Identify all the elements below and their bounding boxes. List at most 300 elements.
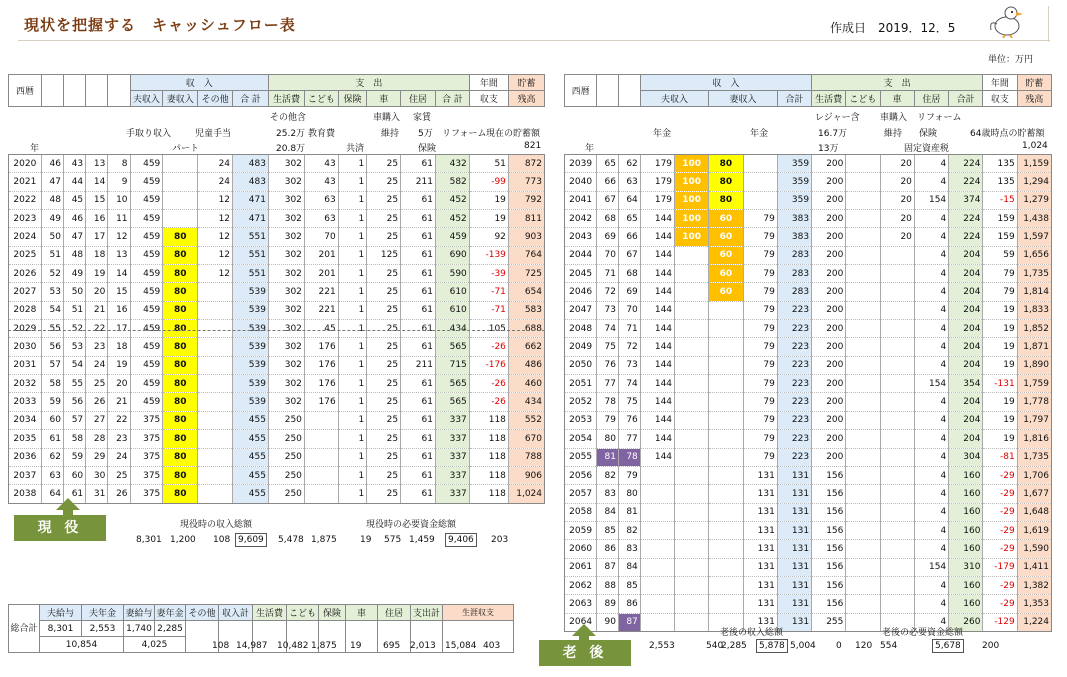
cell: 14 (86, 173, 108, 191)
cell: 144 (640, 393, 674, 411)
cell (709, 576, 743, 594)
cell: 159 (983, 210, 1017, 228)
header-housing: 住居 (401, 91, 436, 107)
cell: 11 (108, 210, 130, 228)
cell: 434 (435, 320, 469, 338)
cell: 24 (198, 155, 233, 173)
right-sum-title-income: 老後の収入総額 (720, 628, 784, 638)
cell: 2040 (565, 173, 597, 191)
cell (640, 576, 674, 594)
r-header-housing: 住居 (914, 91, 948, 107)
cell: 4 (914, 283, 948, 301)
cell: 80 (163, 485, 198, 503)
cell (846, 228, 880, 246)
cell: 46 (41, 155, 63, 173)
gt-wife-salary: 1,740 (124, 621, 155, 637)
cell (846, 265, 880, 283)
cell: 68 (597, 210, 619, 228)
cell: 200 (812, 155, 846, 173)
cell: 304 (949, 448, 983, 466)
note-208: 20.8万 (276, 144, 306, 154)
cell: 1,353 (1017, 595, 1051, 613)
r-note-pension-h: 年金 (653, 129, 672, 139)
cell (675, 576, 709, 594)
summary-value: 10,482 (277, 641, 309, 651)
table-row (565, 430, 1052, 448)
cell: 375 (130, 466, 163, 484)
cell: 4 (914, 338, 948, 356)
cell: 154 (914, 375, 948, 393)
cell: 662 (508, 338, 544, 356)
cell (709, 393, 743, 411)
cell: -129 (983, 613, 1017, 631)
cell: 200 (812, 210, 846, 228)
cell (163, 210, 198, 228)
cell: 176 (304, 356, 338, 374)
cell: 1 (338, 155, 367, 173)
cell: 49 (41, 210, 63, 228)
table-row (9, 466, 545, 484)
cell: 131 (743, 521, 777, 539)
cell: 80 (163, 411, 198, 429)
cell: 10 (108, 191, 130, 209)
cell: 144 (640, 320, 674, 338)
cell: 131 (777, 485, 811, 503)
cell: 2030 (9, 338, 42, 356)
cell: 2062 (565, 576, 597, 594)
note-education: 教育費 (308, 129, 336, 139)
cell: 2053 (565, 411, 597, 429)
cell: 204 (949, 246, 983, 264)
note-car-purchase: 車購入 (373, 113, 401, 123)
cell (846, 320, 880, 338)
cell: 81 (618, 503, 640, 521)
cell: 590 (435, 265, 469, 283)
cell: 61 (401, 411, 436, 429)
note-insurance: 保険 (418, 144, 437, 154)
cell: 260 (949, 613, 983, 631)
cell: 67 (618, 246, 640, 264)
note-child-allowance: 児童手当 (195, 129, 232, 139)
cell: 160 (949, 595, 983, 613)
left-header (8, 74, 545, 107)
cell (709, 595, 743, 613)
cell (198, 375, 233, 393)
cell: 610 (435, 301, 469, 319)
r-header-income-total: 合計 (777, 91, 811, 107)
cell: 4 (914, 466, 948, 484)
r-header-expense-total: 合計 (949, 91, 983, 107)
table-row (565, 393, 1052, 411)
cell (880, 466, 914, 484)
cell: 434 (508, 393, 544, 411)
cell (880, 448, 914, 466)
note-mutual: 共済 (346, 144, 365, 154)
cell: 204 (949, 338, 983, 356)
cell: 144 (640, 246, 674, 264)
cell: 452 (435, 210, 469, 228)
cell: 483 (233, 173, 269, 191)
cell: 359 (777, 155, 811, 173)
grand-total-label: 総合計 (9, 605, 40, 653)
cell: 1 (338, 393, 367, 411)
cell: -99 (469, 173, 508, 191)
cell: 223 (777, 356, 811, 374)
table-row (9, 485, 545, 503)
cell: 4 (914, 265, 948, 283)
summary-value: 9,609 (235, 533, 267, 547)
cell: 78 (618, 448, 640, 466)
cell: 459 (130, 338, 163, 356)
cell: 310 (949, 558, 983, 576)
summary-value: 203 (491, 535, 509, 545)
cell: 60 (709, 246, 743, 264)
cell: 15 (86, 191, 108, 209)
creation-date: 作成日 2019．12．5 (830, 21, 956, 35)
cell (880, 411, 914, 429)
summary-value: 5,004 (790, 641, 816, 651)
summary-value: 2,285 (721, 641, 747, 651)
cell (675, 540, 709, 558)
summary-value: 5,878 (756, 639, 788, 653)
cell (709, 521, 743, 539)
cell: 131 (743, 485, 777, 503)
cell: 204 (949, 265, 983, 283)
cell: 59 (41, 393, 63, 411)
cell (846, 521, 880, 539)
cell: 118 (469, 485, 508, 503)
cell: 78 (597, 393, 619, 411)
cell: 223 (777, 393, 811, 411)
cell: 73 (597, 301, 619, 319)
cell: 4 (914, 485, 948, 503)
header-year: 西暦 (9, 75, 42, 107)
cell: 63 (41, 466, 63, 484)
cell: 156 (812, 503, 846, 521)
cell: 64 (41, 485, 63, 503)
cell: 2027 (9, 283, 42, 301)
cell: 200 (812, 228, 846, 246)
cell: 43 (63, 155, 85, 173)
cell: 25 (367, 338, 401, 356)
cell (880, 503, 914, 521)
cell: 375 (130, 448, 163, 466)
cell (709, 540, 743, 558)
cell: 62 (618, 155, 640, 173)
cell: 118 (469, 430, 508, 448)
cell: 90 (597, 613, 619, 631)
cell: 54 (41, 301, 63, 319)
cell: 302 (268, 155, 304, 173)
r-header-car: 車 (880, 91, 914, 107)
cell: 455 (233, 485, 269, 503)
cell: 1,279 (1017, 191, 1051, 209)
cell: 374 (949, 191, 983, 209)
cell: 223 (777, 430, 811, 448)
cell (198, 338, 233, 356)
cell: 26 (86, 393, 108, 411)
gt-h-other: その他 (186, 605, 219, 621)
cell: 86 (597, 540, 619, 558)
cell: 80 (163, 283, 198, 301)
cell: 100 (675, 191, 709, 209)
cell: 84 (597, 503, 619, 521)
r-header-expense: 支 出 (812, 75, 983, 91)
cell (880, 246, 914, 264)
cell: 4 (914, 228, 948, 246)
note-reform: リフォーム (442, 129, 487, 139)
cell: 25 (367, 210, 401, 228)
note-maintenance: 維持 (381, 129, 400, 139)
gt-h-expense-total: 支出計 (411, 605, 443, 621)
cell: 9 (108, 173, 130, 191)
cell: 201 (304, 265, 338, 283)
cell: 2034 (9, 411, 42, 429)
cell: 57 (41, 356, 63, 374)
cell (163, 173, 198, 191)
cell: 51 (469, 155, 508, 173)
cell: 4 (914, 173, 948, 191)
cell: 1 (338, 320, 367, 338)
cell: 4 (914, 356, 948, 374)
cell: 179 (640, 155, 674, 173)
cell: 12 (198, 210, 233, 228)
cell: 1 (338, 430, 367, 448)
cell: 131 (743, 503, 777, 521)
cell: 18 (86, 246, 108, 264)
cell: 131 (777, 503, 811, 521)
cell: 25 (367, 356, 401, 374)
cell: 2055 (565, 448, 597, 466)
cell: 1,648 (1017, 503, 1051, 521)
cell: 459 (130, 210, 163, 228)
cell (304, 411, 338, 429)
gt-wife-pension: 2,285 (155, 621, 186, 637)
gt-h-lifetime: 生涯収支 (443, 605, 514, 621)
cell (880, 356, 914, 374)
table-row (9, 320, 545, 338)
cell: 24 (86, 356, 108, 374)
cell: 131 (743, 613, 777, 631)
table-row (565, 540, 1052, 558)
cell: 2061 (565, 558, 597, 576)
cell: 4 (914, 521, 948, 539)
cell: 12 (198, 265, 233, 283)
cell: 224 (949, 155, 983, 173)
cell: 200 (812, 356, 846, 374)
cell: 12 (198, 191, 233, 209)
cell: 2038 (9, 485, 42, 503)
cell: 459 (130, 393, 163, 411)
cell: 25 (367, 448, 401, 466)
cell: 2029 (9, 320, 42, 338)
cell: 56 (41, 338, 63, 356)
cell (880, 558, 914, 576)
cell: 459 (130, 356, 163, 374)
cell: 1,706 (1017, 466, 1051, 484)
cell: 250 (268, 485, 304, 503)
cell: 79 (743, 411, 777, 429)
cell: 204 (949, 283, 983, 301)
table-row (9, 301, 545, 319)
cell: 85 (618, 576, 640, 594)
header-expense: 支 出 (268, 75, 469, 91)
r-note-leisure: レジャー含 (815, 113, 860, 123)
cell (846, 191, 880, 209)
r-header-husband: 夫収入 (640, 91, 709, 107)
cell: 19 (983, 356, 1017, 374)
header-expense-total: 合 計 (435, 91, 469, 107)
cell: 81 (597, 448, 619, 466)
r-header-balance: 収支 (983, 91, 1017, 107)
cell: 80 (163, 246, 198, 264)
cell: 1,411 (1017, 558, 1051, 576)
cell: 200 (812, 338, 846, 356)
cell: 1 (338, 191, 367, 209)
cell: 337 (435, 448, 469, 466)
cell: 73 (618, 356, 640, 374)
cell: 460 (508, 375, 544, 393)
cell: 179 (640, 191, 674, 209)
cell: 200 (812, 246, 846, 264)
table-row (565, 411, 1052, 429)
cell: 135 (983, 155, 1017, 173)
cell: 19 (108, 356, 130, 374)
cell: 224 (949, 210, 983, 228)
cell: 200 (812, 173, 846, 191)
cell (846, 338, 880, 356)
cell: 25 (367, 466, 401, 484)
cell: 19 (86, 265, 108, 283)
cell: 250 (268, 430, 304, 448)
cell: 302 (268, 283, 304, 301)
cell: 2060 (565, 540, 597, 558)
cell: 1 (338, 283, 367, 301)
cell: 160 (949, 521, 983, 539)
cell (675, 595, 709, 613)
cell: 1 (338, 485, 367, 503)
header-other-income: その他 (198, 91, 233, 107)
note-252: 25.2万 (276, 129, 306, 139)
cell (640, 485, 674, 503)
cell: 65 (618, 210, 640, 228)
table-row (9, 265, 545, 283)
cell: 179 (640, 173, 674, 191)
cell: 302 (268, 173, 304, 191)
cell: 131 (743, 540, 777, 558)
cell: 359 (777, 173, 811, 191)
cell: 25 (367, 155, 401, 173)
cell: 80 (163, 320, 198, 338)
note-other-incl: その他含 (270, 113, 307, 123)
table-row (565, 173, 1052, 191)
cell: 654 (508, 283, 544, 301)
cell (640, 466, 674, 484)
bird-mascot-icon (985, 4, 1025, 38)
cell: 69 (618, 283, 640, 301)
cell: 79 (743, 246, 777, 264)
cell: 2041 (565, 191, 597, 209)
cell: 144 (640, 210, 674, 228)
cell: 156 (812, 521, 846, 539)
cell: 250 (268, 448, 304, 466)
cell: 2036 (9, 448, 42, 466)
cell: 4 (914, 301, 948, 319)
cell: 61 (401, 301, 436, 319)
cell: 61 (401, 210, 436, 228)
gt-husband-sum: 10,854 (40, 637, 124, 653)
cell: 47 (63, 228, 85, 246)
cell: 375 (130, 485, 163, 503)
cell: 25 (367, 283, 401, 301)
cell (846, 576, 880, 594)
cell: 1,735 (1017, 265, 1051, 283)
cell: 118 (469, 448, 508, 466)
gt-wife-sum: 4,025 (124, 637, 186, 653)
cell: 131 (777, 558, 811, 576)
cell: 200 (812, 393, 846, 411)
cell: 4 (914, 540, 948, 558)
cell: 79 (597, 411, 619, 429)
cell (846, 466, 880, 484)
cell (675, 283, 709, 301)
cell: 459 (130, 265, 163, 283)
cell: 82 (618, 521, 640, 539)
cell: 1 (338, 356, 367, 374)
r-note-property-tax: 固定資産税 (904, 144, 950, 154)
cell (743, 173, 777, 191)
cell (304, 430, 338, 448)
cell: 60 (63, 466, 85, 484)
cell: 75 (597, 338, 619, 356)
cell: 80 (709, 155, 743, 173)
header-insurance: 保険 (338, 91, 367, 107)
cell: 250 (268, 466, 304, 484)
cell: 79 (743, 228, 777, 246)
header-income-total: 合 計 (233, 91, 269, 107)
cell: 156 (812, 485, 846, 503)
cell: 76 (597, 356, 619, 374)
cell: 221 (304, 283, 338, 301)
cell: 200 (812, 375, 846, 393)
table-row (565, 228, 1052, 246)
cell: 80 (163, 448, 198, 466)
cell: 118 (469, 466, 508, 484)
cell: 77 (618, 430, 640, 448)
table-row (9, 173, 545, 191)
cell: 48 (41, 191, 63, 209)
cell: 1,759 (1017, 375, 1051, 393)
cell: 160 (949, 540, 983, 558)
cell: 20 (86, 283, 108, 301)
header-living: 生活費 (268, 91, 304, 107)
cell: 4 (914, 210, 948, 228)
cell: 2044 (565, 246, 597, 264)
cell: 79 (743, 375, 777, 393)
cell (846, 173, 880, 191)
cell: 565 (435, 375, 469, 393)
cell: 22 (86, 320, 108, 338)
cell (163, 191, 198, 209)
summary-value: 540 (706, 641, 724, 651)
cell: 539 (233, 356, 269, 374)
note-current-savings: 現在の貯蓄額 (486, 129, 541, 139)
r-header-remaining: 残高 (1017, 91, 1051, 107)
cell: 204 (949, 411, 983, 429)
cell (846, 356, 880, 374)
cell: 1,382 (1017, 576, 1051, 594)
cell: 80 (163, 393, 198, 411)
